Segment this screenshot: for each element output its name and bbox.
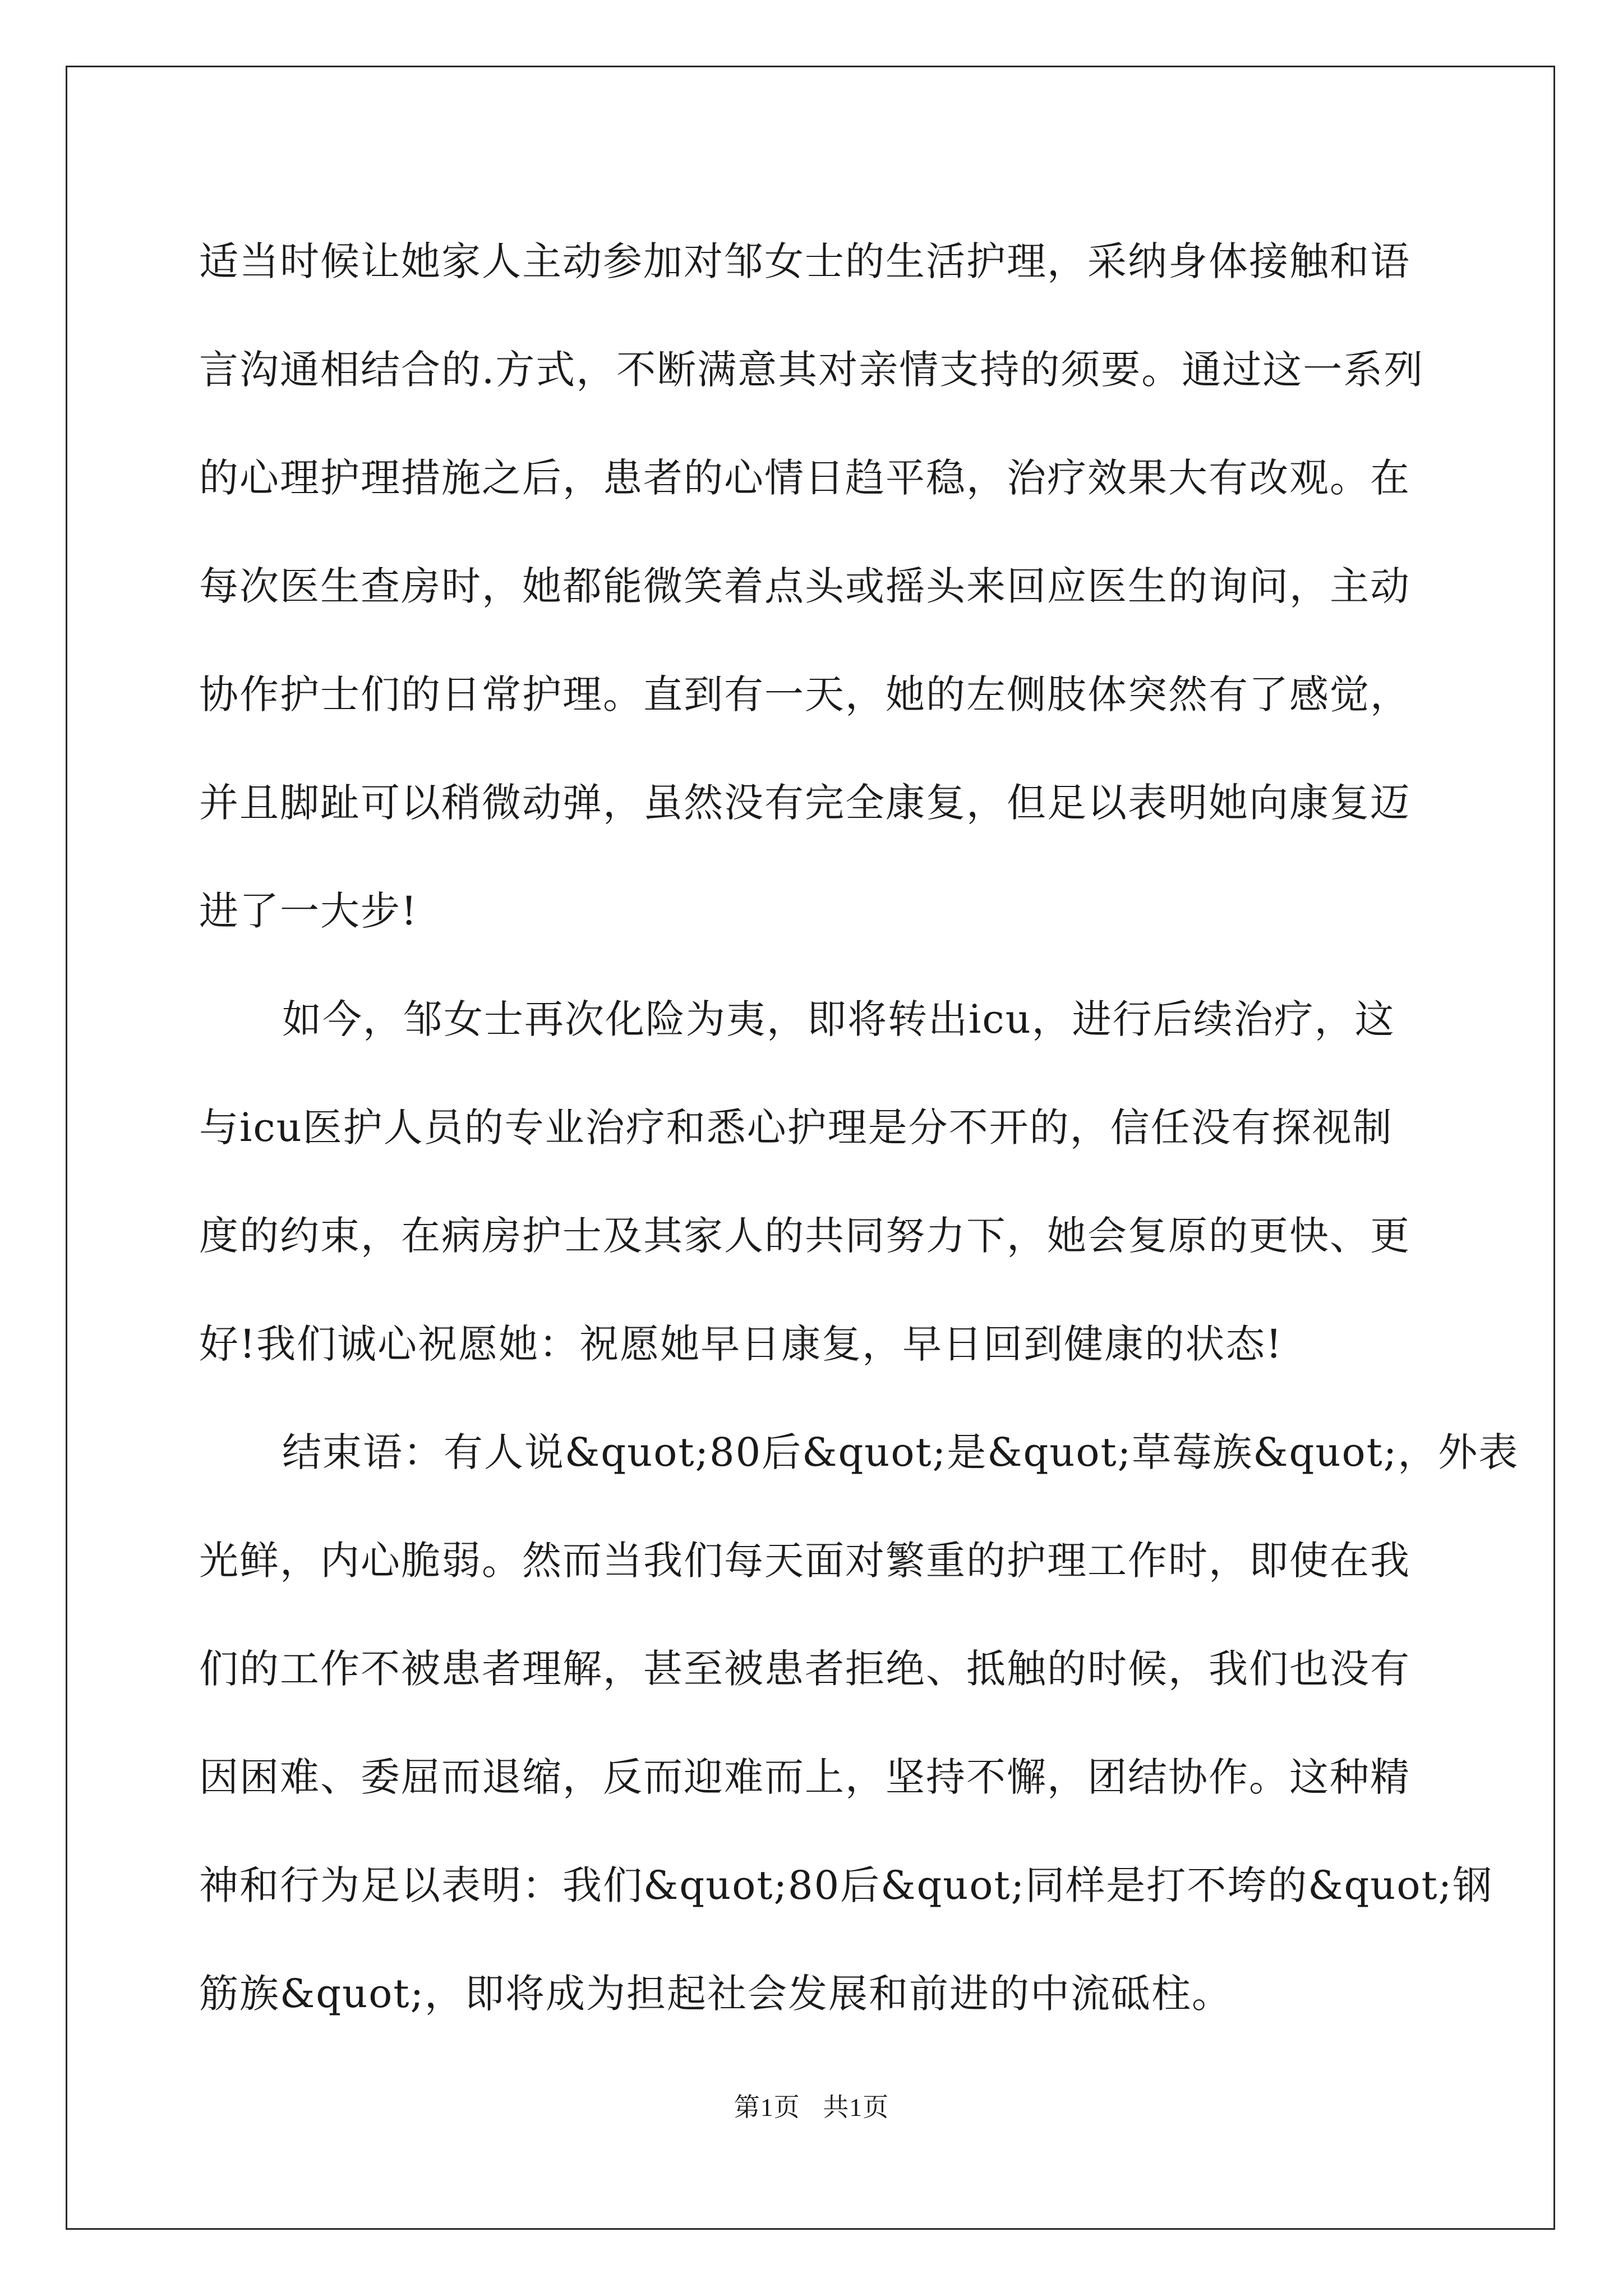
document-body (199, 208, 1519, 2048)
text-line: 度的约束，在病房护士及其家人的共同努力下，她会复原的更快、更 (199, 1213, 1410, 1259)
text-line: 的心理护理措施之后，患者的心情日趋平稳，治疗效果大有改观。在 (199, 455, 1410, 501)
text-line: 神和行为足以表明：我们&quot;80后&quot;同样是打不垮的&quot;钢 (199, 1862, 1493, 1908)
text-line: 光鲜，内心脆弱。然而当我们每天面对繁重的护理工作时，即使在我 (199, 1538, 1410, 1584)
text-line: 进了一大步! (199, 888, 418, 934)
page-number: 第1页 (734, 2093, 800, 2122)
text-line: 言沟通相结合的.方式，不断满意其对亲情支持的须要。通过这一系列 (199, 347, 1424, 393)
text-line: 筋族&quot;，即将成为担起社会发展和前进的中流砥柱。 (199, 1971, 1233, 2017)
text-line: 结束语：有人说&quot;80后&quot;是&quot;草莓族&quot;，外表 (282, 1429, 1519, 1475)
paragraph-1 (199, 208, 1433, 965)
text-line: 因困难、委屈而退缩，反而迎难而上，坚持不懈，团结协作。这种精 (199, 1754, 1410, 1800)
text-line: 好!我们诚心祝愿她：祝愿她早日康复，早日回到健康的状态! (199, 1321, 1283, 1367)
text-line: 适当时候让她家人主动参加对邹女士的生活护理，采纳身体接触和语 (199, 238, 1410, 284)
paragraph-3 (199, 1398, 1519, 2048)
text-line: 每次医生查房时，她都能微笑着点头或摇头来回应医生的询问，主动 (199, 563, 1410, 609)
paragraph-2 (199, 965, 1433, 1398)
text-line: 并且脚趾可以稍微动弹，虽然没有完全康复，但足以表明她向康复迈 (199, 780, 1410, 826)
text-line: 协作护士们的日常护理。直到有一天，她的左侧肢体突然有了感觉， (199, 671, 1410, 717)
text-line: 与icu医护人员的专业治疗和悉心护理是分不开的，信任没有探视制 (199, 1105, 1393, 1151)
page-total: 共1页 (823, 2093, 889, 2122)
page-footer (0, 2087, 1623, 2124)
text-line: 们的工作不被患者理解，甚至被患者拒绝、抵触的时候，我们也没有 (199, 1646, 1410, 1692)
text-line: 如今，邹女士再次化险为夷，即将转出icu，进行后续治疗，这 (282, 996, 1395, 1042)
